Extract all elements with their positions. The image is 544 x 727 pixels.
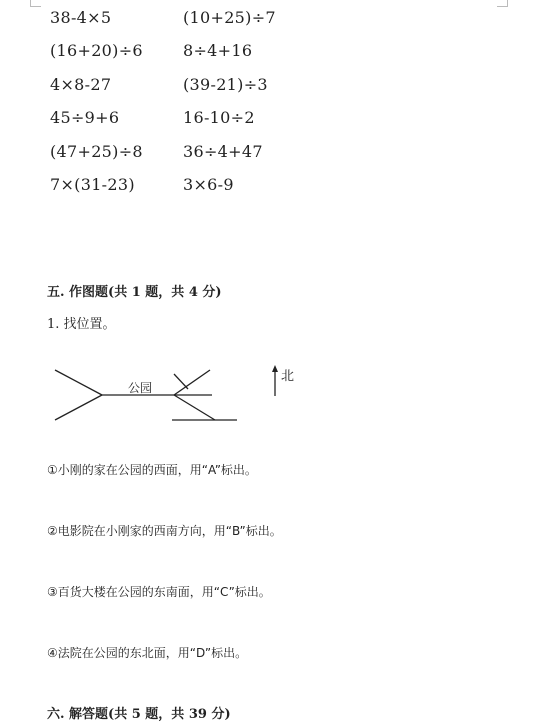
southeast-road (174, 395, 215, 420)
expression: 7×(31-23) (50, 174, 135, 194)
north-label: 北 (281, 369, 295, 384)
expression: 3×6-9 (183, 174, 234, 194)
expression: (39-21)÷3 (183, 74, 268, 94)
north-arrow-icon (272, 365, 278, 396)
expression: 45÷9+6 (50, 108, 120, 128)
expression: 36÷4+47 (183, 141, 263, 161)
west-road-lower (55, 395, 102, 420)
task-item: ①小刚的家在公园的西面，用“A”标出。 (47, 463, 257, 477)
expression: 4×8-27 (50, 74, 112, 94)
section-heading-answers: 六. 解答题(共 5 题，共 39 分) (47, 707, 231, 722)
expression: 38-4×5 (50, 8, 112, 27)
task-item: ④法院在公园的东北面，用“D”标出。 (47, 646, 248, 660)
park-label: 公园 (128, 381, 153, 395)
expression: 8÷4+16 (183, 41, 253, 61)
expression: (47+25)÷8 (50, 141, 143, 161)
expression: (16+20)÷6 (50, 41, 143, 61)
expression: 16-10÷2 (183, 108, 255, 128)
section-heading-drawing: 五. 作图题(共 1 题，共 4 分) (47, 285, 222, 300)
question-title: 1. 找位置。 (47, 317, 116, 332)
park-map-diagram (50, 362, 310, 432)
west-road-upper (55, 370, 102, 395)
task-item: ③百货大楼在公园的东南面，用“C”标出。 (47, 585, 271, 599)
page-corner-mark-right (497, 0, 508, 7)
northeast-road (174, 370, 210, 395)
short-diagonal-road (174, 374, 188, 389)
task-item: ②电影院在小刚家的西南方向，用“B”标出。 (47, 524, 282, 538)
expression: (10+25)÷7 (183, 8, 276, 27)
page-corner-mark-left (30, 0, 41, 7)
